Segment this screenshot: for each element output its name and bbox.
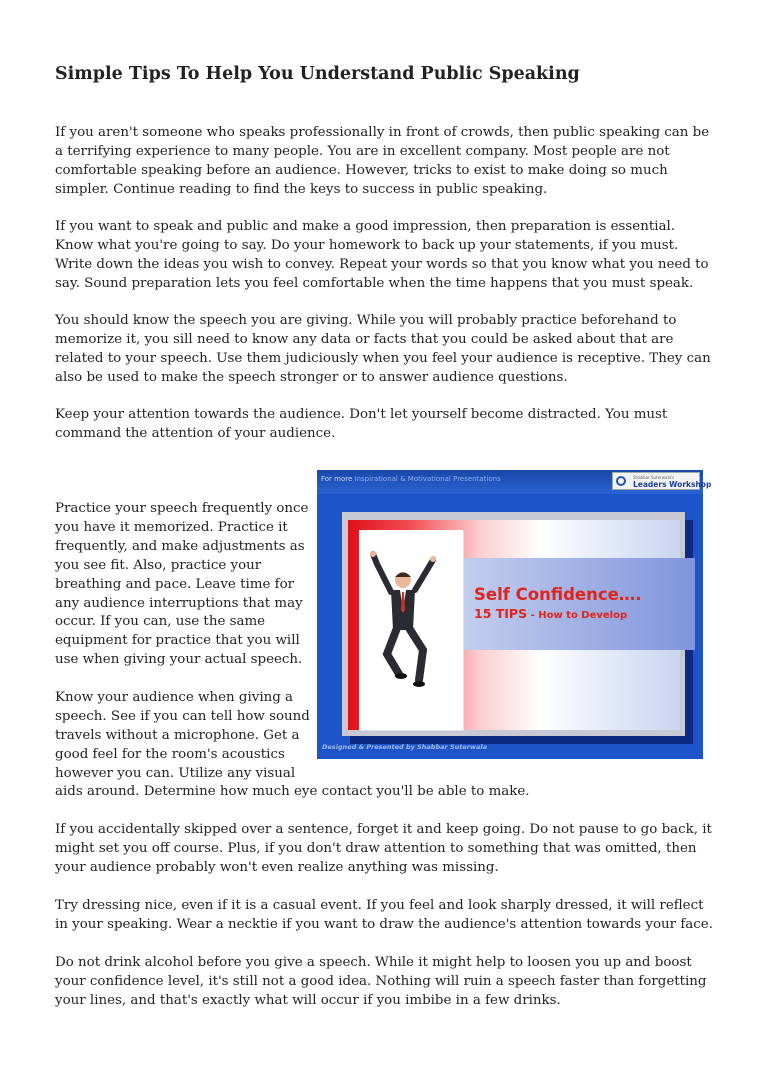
jumping-man-icon [369, 550, 449, 700]
slide-headline: Self Confidence…. [474, 585, 642, 604]
slide-header-text: For more Inspirational & Motivational Presentations [321, 475, 501, 483]
logo-icon [616, 476, 626, 486]
slide-credit: Designed & Presented by Shabbar Suterwala [322, 743, 487, 751]
paragraph-audience-cont: aids around. Determine how much eye contact you'll be able to make. [55, 784, 530, 799]
paragraph-intro: If you aren't someone who speaks professionally in front of crowds, then public speaking can be a terrifying experience to many people. You are in excellent company. Most people are not comfortable speaking before an audience. However, tricks to exist to make doing so much simpler. Continue reading to find the keys to success in public speaking. [55, 125, 710, 197]
paragraph-alcohol: Do not drink alcohol before you give a speech. While it might help to loosen you up and boost your confidence level, it's still not a good idea. Nothing will ruin a speech faster than forgetting your lines, and that's exactly what will occur if you imbibe in a few drinks. [55, 955, 707, 1008]
leaders-workshop-logo: Shabbar Suterwala's Leaders Workshop [612, 472, 700, 490]
paragraph-dressing: Try dressing nice, even if it is a casual event. If you feel and look sharply dressed, it will reflect in your speaking. Wear a necktie if you want to draw the audience's attention towards your face. [55, 898, 713, 932]
slide-image [317, 470, 712, 759]
paragraph-preparation: If you want to speak and public and make a good impression, then preparation is essential. Know what you're going to say. Do your homework to back up your statements, if you must. Write down the ideas you wish to convey. Repeat your words so that you know what you need to say. Sound preparation lets you feel comfortable when the time happens that you must speak. [55, 219, 709, 291]
paragraph-attention: Keep your attention towards the audience. Don't let yourself become distracted. You must command the attention of your audience. [55, 407, 668, 441]
slide-band [445, 558, 695, 650]
paragraph-skipped: If you accidentally skipped over a sentence, forget it and keep going. Do not pause to go back, it might set you off course. Plus, if you don't draw attention to something that was omitted, then your audience probably won't even realize anything was missing. [55, 822, 712, 875]
paragraph-know-speech: You should know the speech you are giving. While you will probably practice beforehand to memorize it, you sill need to know any data or facts that you could be asked about that are related to your speech. Use them judiciously when you feel your audience is receptive. They can also be used to make the speech stronger or to answer audience questions. [55, 313, 711, 385]
article-title: Simple Tips To Help You Understand Public Speaking [55, 64, 580, 84]
slide-subheadline: 15 TIPS - How to Develop [474, 606, 628, 621]
paragraph-audience: Know your audience when giving a speech. See if you can tell how sound travels without a microphone. Get a good feel for the room's acoustics however you can. Utilize any visual [55, 690, 310, 781]
paragraph-practice: Practice your speech frequently once you have it memorized. Practice it frequently, and make adjustments as you see fit. Also, practice your breathing and pace. Leave time for any audience interruptions that may occur. If you can, use the same equipment for practice that you will use when giving your actual speech. [55, 501, 309, 668]
